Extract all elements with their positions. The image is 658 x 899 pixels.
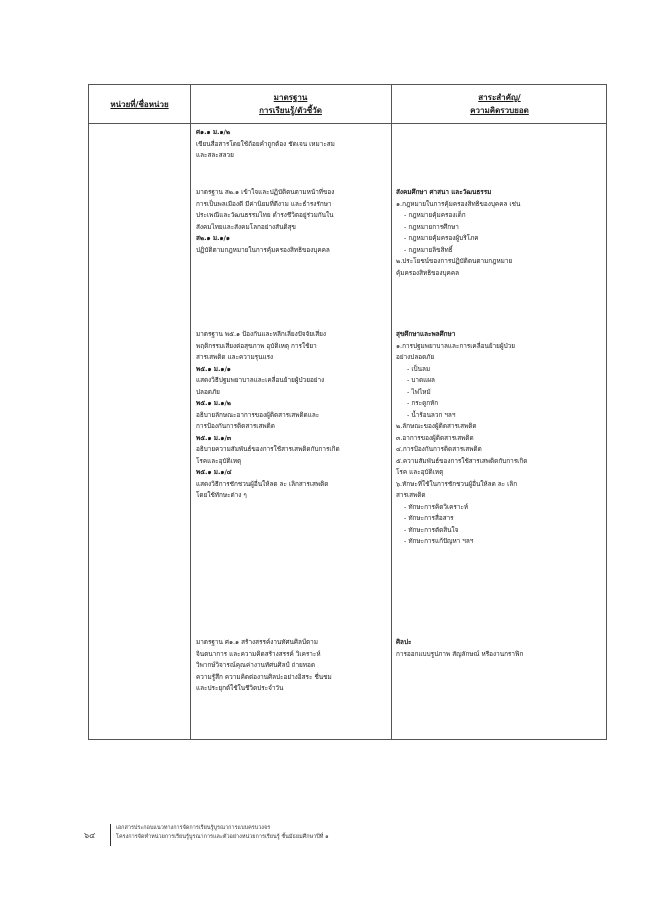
standard-code: พ๕.๑ ม.๑/๒ [196,399,232,407]
header-divider [89,123,606,124]
standard-line: มาตรฐาน ศ๑.๑ สร้างสรรค์งานทัศนศิลป์ตาม [196,638,318,646]
standard-line: สังคมไทยและสังคมโลกอย่างสันติสุข [196,222,296,231]
standard-line: วิพากษ์วิจารณ์คุณค่างานทัศนศิลป์ ถ่ายทอด [196,661,316,669]
content-line: สารเสพติด [396,491,426,499]
header-content-line2: ความคิดรวบยอด [470,106,529,115]
content-line: - บาดแผล [407,376,435,384]
content-line: - ทักษะการแก้ปัญหา ฯลฯ [404,537,474,545]
content-line: ๕.ความสัมพันธ์ของการใช้สารเสพติดกับการเกิด [396,456,528,465]
footer-line-2: โครงการจัดทำหน่วยการเรียนรู้บูรณาการและตัวอย่างหน่วยการเรียนรู้ ชั้นมัธยมศึกษาปีที่ ๑ [116,834,329,840]
standard-line: ประเพณีและวัฒนธรรมไทย ดำรงชีวิตอยู่ร่วมกันใน [196,211,334,219]
standard-line: ปลอดภัย [196,387,220,396]
content-line: ๒.ลักษณะของผู้ติดสารเสพติด [396,422,477,430]
content-line: ๑.กฎหมายในการคุ้มครองสิทธิของบุคคล เช่น [396,199,521,208]
standard-line: แสดงวิธีการชักชวนผู้อื่นให้ลด ละ เลิกสารเสพติด [196,479,329,488]
content-line: - ทักษะการสื่อสาร [404,514,454,522]
standard-block-1 [196,127,335,162]
standard-line: ปฏิบัติตามกฎหมายในการคุ้มครองสิทธิของบุคคล [196,245,330,254]
content-block-social [396,187,520,279]
standard-line: ความรู้สึก ความคิดต่องานศิลปะอย่างอิสระ ชื่นชม [196,672,332,681]
content-line: ๔.การป้องกันการติดสารเสพติด [396,445,482,453]
header-unit-label: หน่วยที่/ชื่อหน่วย [110,99,169,109]
content-title: สังคมศึกษา ศาสนา และวัฒนธรรม [396,188,492,196]
standard-code: ส๒.๑ ม.๑/๑ [196,234,230,242]
standard-block-2 [196,187,334,256]
content-title: สุขศึกษาและพลศึกษา [396,330,456,338]
standard-line: มาตรฐาน พ๕.๑ ป้องกันและหลีกเลี่ยงปัจจัยเสี่ยง [196,330,326,338]
standard-line: พฤติกรรมเสี่ยงต่อสุขภาพ อุบัติเหตุ การใช้ยา [196,341,317,350]
standard-block-3 [196,329,340,502]
header-content [391,85,608,123]
content-line: อย่างปลอดภัย [396,353,435,361]
standard-line: อธิบายความสัมพันธ์ของการใช้สารเสพติดกับการเกิด [196,445,340,453]
content-line: - น้ำร้อนลวก ฯลฯ [407,410,456,419]
standard-line: และประยุกต์ใช้ในชีวิตประจำวัน [196,684,284,692]
standard-code: ศ๑.๑ ม.๑/๒ [196,128,231,136]
content-line: ๓.อาการของผู้ติดสารเสพติด [396,433,474,442]
standard-code: พ๕.๑ ม.๑/๓ [196,433,232,442]
standard-line: โดยใช้ทักษะต่าง ๆ [196,491,247,499]
content-line: - ทักษะการตัดสินใจ [404,525,459,534]
standard-code: พ๕.๑ ม.๑/๔ [196,468,232,476]
standard-code: พ๕.๑ ม.๑/๑ [196,364,231,373]
content-line: คุ้มครองสิทธิของบุคคล [396,268,460,277]
content-block-health [396,329,527,548]
standard-block-4 [196,637,332,695]
footer-line-1: เอกสารประกอบแนวทางการจัดการเรียนรู้บูรณาการแบบครบวงจร [116,825,271,831]
standard-line: แสดงวิธีปฐมพยาบาลและเคลื่อนย้ายผู้ป่วยอย่าง [196,376,325,384]
content-line: - กฎหมายคุ้มครองผู้บริโภค [404,234,479,242]
content-line: - กฎหมายลิขสิทธิ์ [404,245,453,254]
standard-line: การเป็นพลเมืองดี มีค่านิยมที่ดีงาม และธำรงรักษา [196,199,332,208]
standard-line: และสละสลวย [196,151,234,159]
content-line: - กฎหมายคุ้มครองเด็ก [404,211,466,219]
content-line: ๑.การปฐมพยาบาลและการเคลื่อนย้ายผู้ป่วย [396,341,516,350]
header-unit [89,85,190,123]
content-line: - เป็นลม [407,364,431,373]
column-divider [190,85,191,739]
content-line: - กระดูกหัก [407,399,439,407]
curriculum-table [88,84,607,740]
standard-line: อธิบายลักษณะอาการของผู้ติดสารเสพติดและ [196,410,320,419]
standard-line: จินตนาการ และความคิดสร้างสรรค์ วิเคราะห์ [196,649,321,658]
standard-line: การป้องกันการติดสารเสพติด [196,422,275,430]
standard-line: โรคและอุบัติเหตุ [196,456,242,465]
content-line: โรค และอุบัติเหตุ [396,468,444,476]
footer-text [116,824,329,842]
header-standard [190,85,391,123]
header-content-line1: สาระสำคัญ/ [478,93,521,102]
header-standard-line1: มาตรฐาน [273,93,308,102]
footer-divider [110,824,111,846]
header-standard-line2: การเรียนรู้/ตัวชี้วัด [259,106,322,115]
page-number: ๖๔ [84,831,96,840]
standard-line: เขียนสื่อสารโดยใช้ถ้อยคำถูกต้อง ชัดเจน เหมาะสม [196,139,335,148]
column-divider [391,85,392,739]
standard-line: สารเสพติด และความรุนแรง [196,353,274,361]
standard-line: มาตรฐาน ส๒.๑ เข้าใจและปฏิบัติตนตามหน้าที่ของ [196,188,335,196]
content-line: ๒.ประโยชน์ของการปฏิบัติตนตามกฎหมาย [396,257,513,265]
content-line: การออกแบบรูปภาพ สัญลักษณ์ หรืองานกราฟิก [396,649,524,658]
content-line: - กฎหมายการศึกษา [404,222,459,231]
content-line: ๖.ทักษะที่ใช้ในการชักชวนผู้อื่นให้ลด ละ เลิก [396,479,518,488]
content-line: - ทักษะการคิดวิเคราะห์ [404,502,469,511]
content-title: ศิลปะ [396,638,412,646]
content-block-art [396,637,523,660]
page-footer [84,824,584,846]
content-line: - ไฟไหม้ [407,387,431,396]
